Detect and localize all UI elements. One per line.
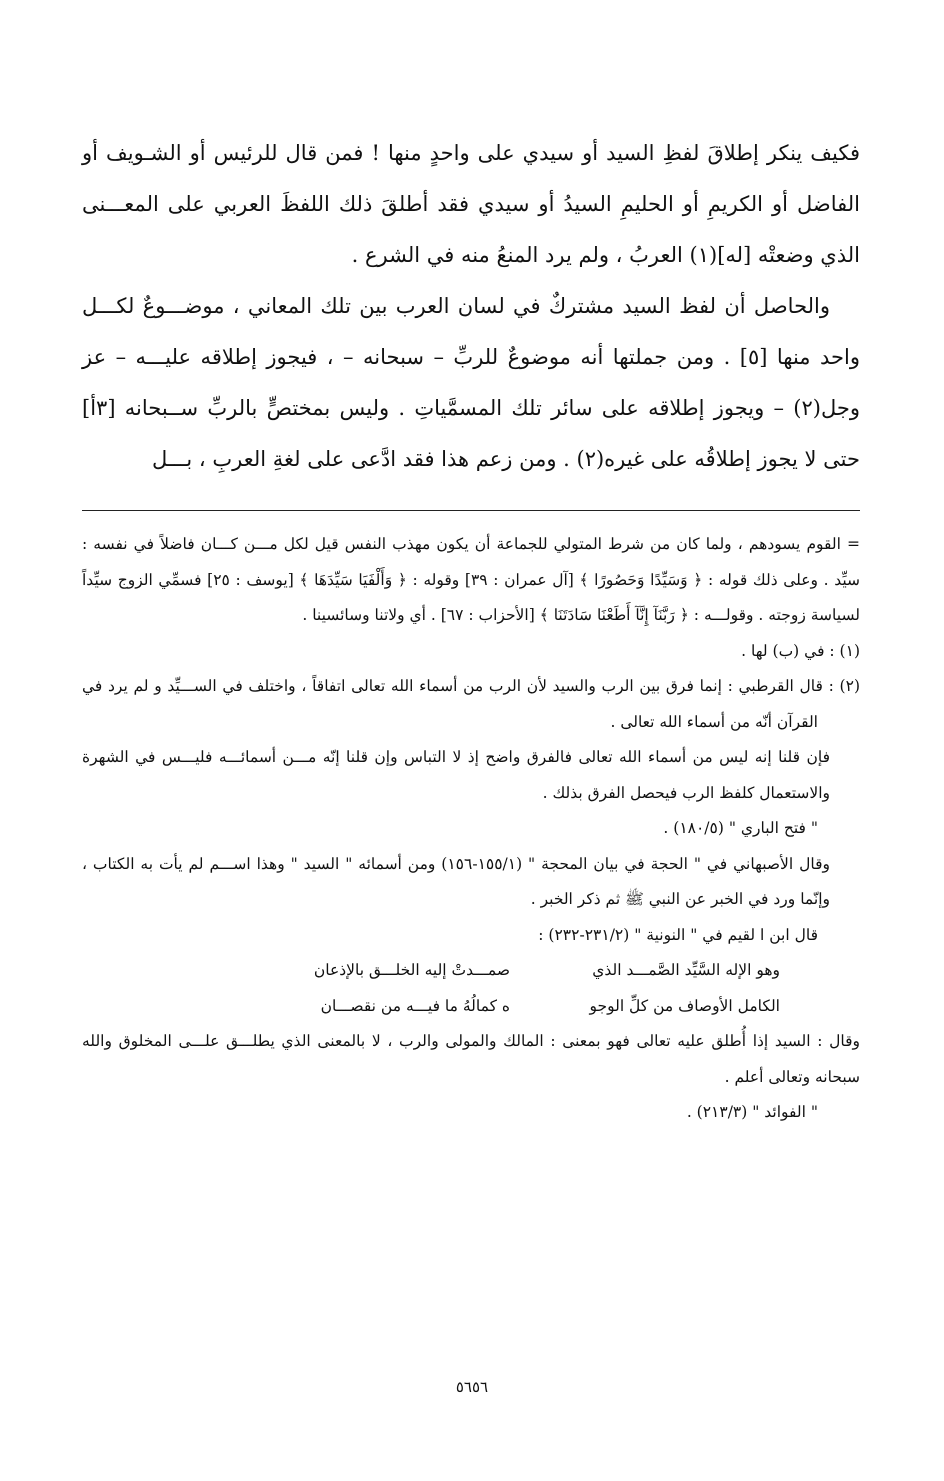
- poem-verse-2: [82, 989, 860, 1025]
- footnotes: [82, 527, 860, 1131]
- footnote-1: (١) : في (ب) لها .: [741, 641, 860, 660]
- verse-1-second-hemistich: صمـــدتْ إليه الخلـــق بالإذعان: [313, 961, 510, 979]
- footnote-2-citation-1: " فتح الباري " (١٨٠/٥) .: [663, 819, 818, 837]
- verse-2-second-hemistich: ه كمالُهُ ما فيـــه من نقصـــان: [320, 996, 510, 1015]
- footnote-2-paragraph-b: فإن قلنا إنه ليس من أسماء الله تعالى فالفرق واضح إذ لا التباس وإن قلنا إنّه مـــن أسمائـــه فليـــس في الشهرة والاستعمال كلفظ الرب فيحصل الفرق بذلك .: [82, 748, 830, 802]
- footnote-2-paragraph-d: وقال الأصبهاني في " الحجة في بيان المحجة " (١٥٥/١-١٥٦) ومن أسمائه " السيد " وهذا اســـم لم يأت به الكتاب ، وإنّما ورد في الخبر عن النبي ﷺ ثم ذكر الخبر .: [82, 854, 830, 908]
- main-text: [82, 128, 860, 485]
- footnote-2: (٢) : قال القرطبي : إنما فرق بين الرب والسيد لأن الرب من أسماء الله تعالى اتفاقاً ، واختلف في الســـيِّد و لم يرد في القرآن أنّه من أسماء الله تعالى .: [82, 677, 860, 731]
- footnote-separator: [82, 510, 860, 511]
- page-number: ٥٦٥٦: [455, 1378, 489, 1396]
- verse-1-first-hemistich: وهو الإله السَّيِّد الصَّمـــد الذي: [592, 961, 780, 979]
- main-paragraph-1: فكيف ينكر إطلاقَ لفظِ السيد أو سيدي على واحدٍ منها ! فمن قال للرئيس أو الشـويف أو الفاضل أو الكريمِ أو الحليمِ السيدُ أو سيدي فقد أطلقَ ذلك اللفظَ العربي على المعـــنى الذي وضعتْه [له](١) العربُ ، ولم يرد المنعُ منه في الشرع .: [82, 141, 860, 267]
- verse-2-first-hemistich: الكامل الأوصاف من كلِّ الوجو: [589, 996, 780, 1015]
- footnote-2-citation-2: " الفوائد " (٢١٣/٣) .: [686, 1103, 818, 1121]
- footnote-2-paragraph-e: قال ابن ا لقيم في " النونية " (٢٣١/٢-٢٣٢) :: [538, 925, 818, 944]
- footnote-continuation: = القوم يسودهم ، ولما كان من شرط المتولي للجماعة أن يكون مهذب النفس قيل لكل مـــن كـــان فاضلاً في نفسه : سيِّد . وعلى ذلك قوله : ﴿ وَسَيِّدًا وَحَصُورًا ﴾ [آل عمران : ٣٩] وقوله : ﴿ وَأَلْفَيَا سَيِّدَهَا ﴾ [يوسف : ٢٥] فسمِّي الزوج سيِّداً لسياسة زوجته . وقولـــه : ﴿ رَبَّنَآ إِنَّآ أَطَعْنَا سَادَتَنَا ﴾ [الأحزاب : ٦٧] . أي ولاتنا وسائسينا .: [82, 535, 861, 624]
- poem-verse-1: [82, 953, 860, 989]
- main-paragraph-2: والحاصل أن لفظ السيد مشتركٌ في لسان العرب بين تلك المعاني ، موضـــوعٌ لكـــل واحد منها [٥] . ومن جملتها أنه موضوعٌ للربِّ – سبحانه – ، فيجوز إطلاقه عليـــه – عز وجل(٢) – ويجوز إطلاقه على سائر تلك المسمَّياتِ . وليس بمختصٍّ بالربِّ ســبحانه [٣أ] حتى لا يجوز إطلاقُه على غيره(٢) . ومن زعم هذا فقد ادَّعى على لغةِ العربِ ، بـــل: [82, 294, 860, 471]
- footnote-2-paragraph-f: وقال : السيد إذا أُطلق عليه تعالى فهو بمعنى : المالك والمولى والرب ، لا بالمعنى الذي يطلـــق علـــى المخلوق والله سبحانه وتعالى أعلم .: [82, 1032, 860, 1086]
